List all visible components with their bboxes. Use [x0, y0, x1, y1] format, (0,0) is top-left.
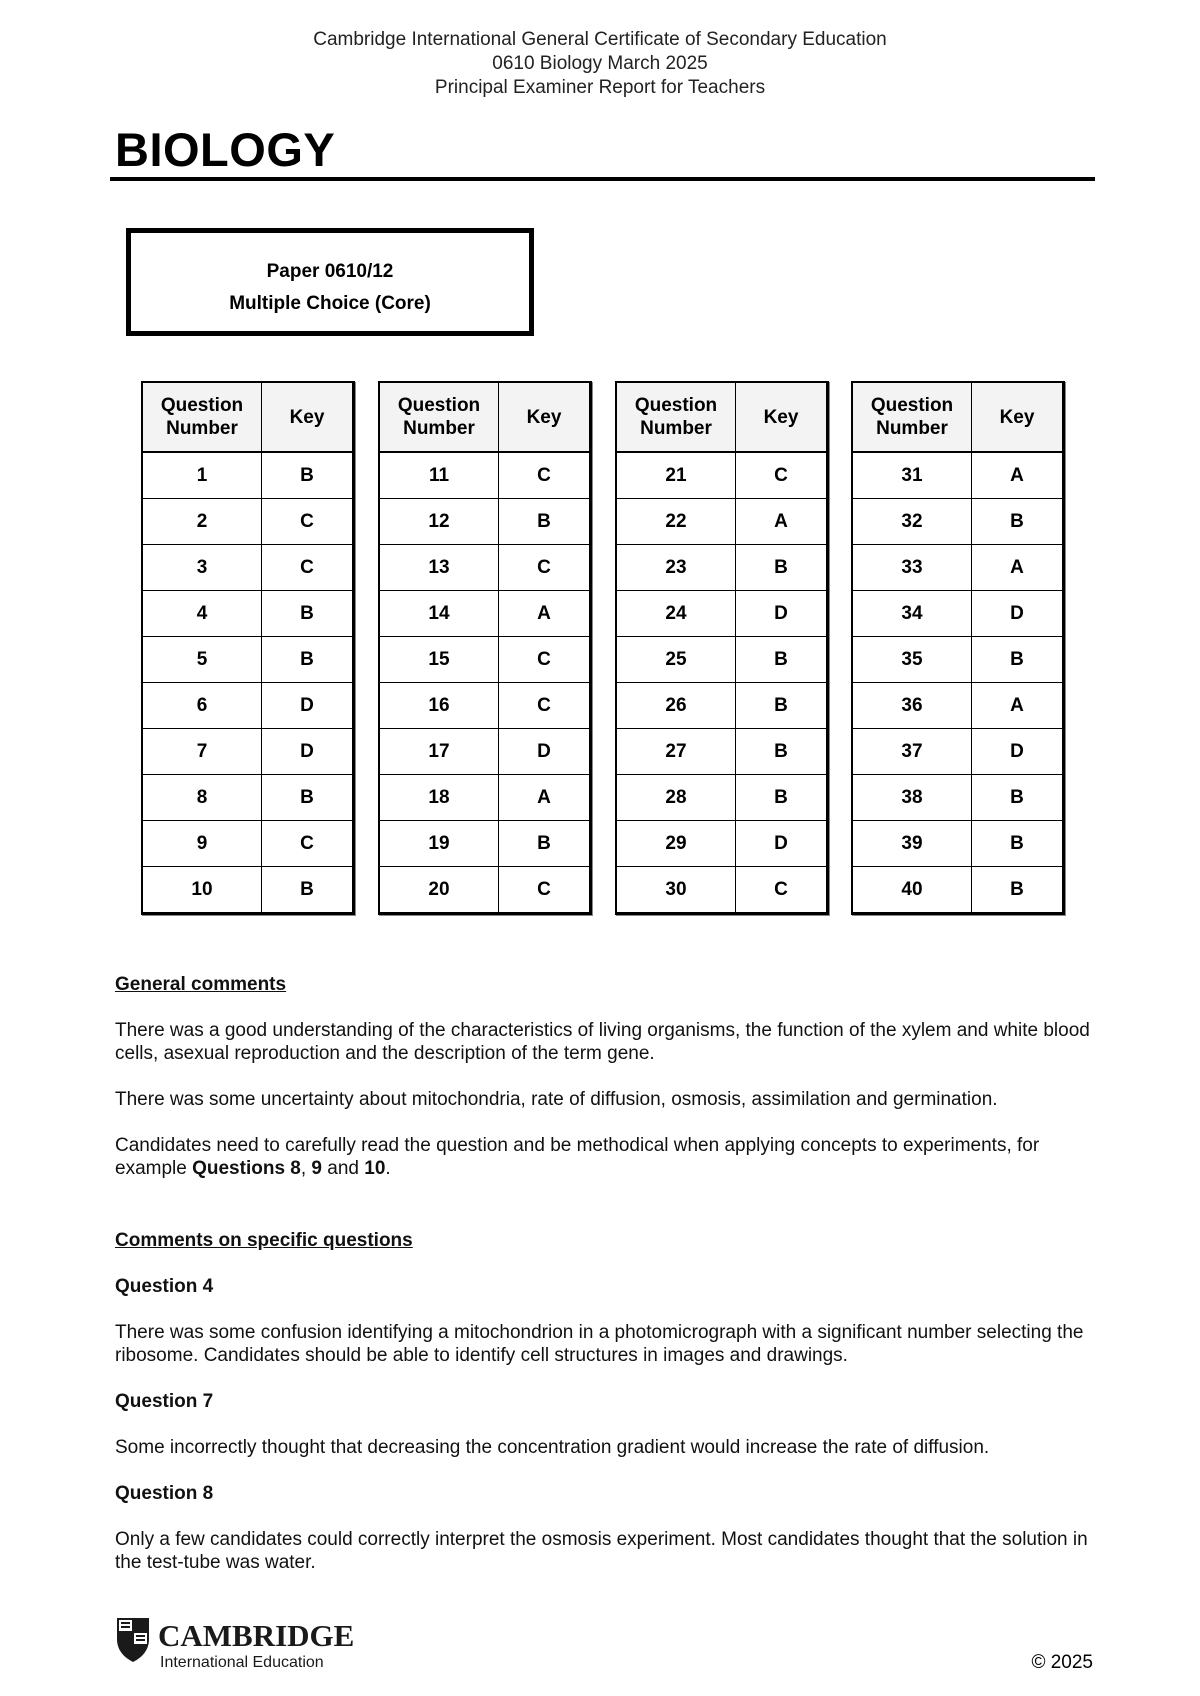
answer-key: B	[736, 637, 828, 683]
answer-key: C	[499, 637, 591, 683]
general-comments-heading: General comments	[115, 974, 287, 995]
question-number: 4	[142, 591, 262, 637]
table-row	[616, 729, 828, 775]
question-number: 40	[852, 867, 972, 914]
answer-key: B	[736, 683, 828, 729]
question-number: 3	[142, 545, 262, 591]
table-row	[142, 821, 354, 867]
answer-key-table-3	[615, 381, 829, 915]
specific-comments-section	[115, 1229, 1090, 1574]
answer-key: C	[499, 545, 591, 591]
answer-key: A	[972, 683, 1064, 729]
general-comments-paragraph-2: There was some uncertainty about mitochondria, rate of diffusion, osmosis, assimilation and germination.	[115, 1089, 998, 1110]
question-number: 16	[379, 683, 499, 729]
general-comments-paragraph-3	[115, 1134, 1090, 1180]
answer-key: C	[262, 821, 354, 867]
question-number: 19	[379, 821, 499, 867]
answer-key: B	[736, 729, 828, 775]
table-row	[379, 637, 591, 683]
question-8-title: Question 8	[115, 1483, 214, 1504]
answer-key: D	[972, 591, 1064, 637]
question-number: 21	[616, 452, 736, 499]
question-number: 37	[852, 729, 972, 775]
column-header-question-number: Question Number	[616, 382, 736, 452]
question-number: 20	[379, 867, 499, 914]
header-line-report: Principal Examiner Report for Teachers	[434, 77, 766, 98]
subject-title: BIOLOGY	[115, 123, 336, 176]
paper-box	[126, 228, 534, 336]
answer-key: B	[262, 637, 354, 683]
question-number: 12	[379, 499, 499, 545]
cambridge-logo	[115, 1615, 355, 1673]
answer-key: D	[262, 683, 354, 729]
table-row	[379, 499, 591, 545]
question-number: 5	[142, 637, 262, 683]
conjunction-text: and	[322, 1158, 365, 1179]
table-row	[142, 452, 354, 499]
table-row	[142, 683, 354, 729]
question-number: 15	[379, 637, 499, 683]
shield-icon	[117, 1618, 149, 1662]
question-number: 18	[379, 775, 499, 821]
table-row	[379, 729, 591, 775]
answer-key: C	[499, 683, 591, 729]
table-row	[616, 499, 828, 545]
question-number: 1	[142, 452, 262, 499]
question-number: 23	[616, 545, 736, 591]
question-number: 33	[852, 545, 972, 591]
answer-key: B	[262, 591, 354, 637]
question-number: 28	[616, 775, 736, 821]
table-row	[142, 867, 354, 914]
question-number: 30	[616, 867, 736, 914]
answer-key: D	[499, 729, 591, 775]
answer-key: A	[499, 775, 591, 821]
question-number: 11	[379, 452, 499, 499]
table-row	[142, 775, 354, 821]
document-header	[0, 28, 1200, 100]
question-number: 13	[379, 545, 499, 591]
question-number: 22	[616, 499, 736, 545]
question-4-title: Question 4	[115, 1276, 214, 1297]
table-row	[379, 821, 591, 867]
table-row	[379, 775, 591, 821]
answer-key: B	[972, 867, 1064, 914]
question-number: 26	[616, 683, 736, 729]
table-row	[142, 729, 354, 775]
question-number: 34	[852, 591, 972, 637]
answer-key: B	[972, 821, 1064, 867]
table-row	[142, 545, 354, 591]
question-number: 6	[142, 683, 262, 729]
question-number: 7	[142, 729, 262, 775]
answer-key: B	[972, 775, 1064, 821]
copyright-notice: © 2025	[1031, 1652, 1093, 1673]
table-row	[852, 591, 1064, 637]
question-number: 32	[852, 499, 972, 545]
question-number: 24	[616, 591, 736, 637]
table-row	[616, 545, 828, 591]
question-number: 39	[852, 821, 972, 867]
table-row	[379, 683, 591, 729]
table-row	[142, 591, 354, 637]
answer-key: C	[736, 452, 828, 499]
question-reference: 9	[311, 1158, 322, 1179]
question-number: 25	[616, 637, 736, 683]
table-row	[379, 545, 591, 591]
question-number: 38	[852, 775, 972, 821]
answer-key: C	[736, 867, 828, 914]
answer-key: B	[499, 821, 591, 867]
table-row	[852, 499, 1064, 545]
sentence-end: .	[385, 1158, 391, 1179]
column-header-question-number: Question Number	[852, 382, 972, 452]
answer-key: C	[262, 545, 354, 591]
table-row	[852, 683, 1064, 729]
table-row	[616, 683, 828, 729]
column-header-key: Key	[972, 382, 1064, 452]
table-row	[379, 591, 591, 637]
answer-key: B	[262, 452, 354, 499]
question-number: 35	[852, 637, 972, 683]
question-number: 17	[379, 729, 499, 775]
table-row	[852, 775, 1064, 821]
column-header-key: Key	[262, 382, 354, 452]
question-reference: 10	[364, 1158, 386, 1179]
table-row	[142, 499, 354, 545]
question-reference: Questions 8	[192, 1158, 301, 1179]
title-rule	[110, 177, 1095, 181]
answer-key: A	[736, 499, 828, 545]
question-number: 9	[142, 821, 262, 867]
answer-key-table-1	[141, 381, 355, 915]
logo-wordmark: CAMBRIDGE	[158, 1618, 355, 1653]
table-row	[616, 867, 828, 914]
question-number: 29	[616, 821, 736, 867]
header-line-qualification: Cambridge International General Certificate of Secondary Education	[313, 29, 887, 50]
table-row	[142, 637, 354, 683]
question-number: 10	[142, 867, 262, 914]
paper-number: Paper 0610/12	[266, 261, 394, 282]
answer-key: C	[499, 867, 591, 914]
answer-key: B	[736, 775, 828, 821]
column-header-key: Key	[499, 382, 591, 452]
answer-key: D	[736, 821, 828, 867]
question-8-comment: Only a few candidates could correctly interpret the osmosis experiment. Most candidates thought that the solution in the test-tube was water.	[115, 1529, 1088, 1573]
answer-key: B	[736, 545, 828, 591]
table-row	[379, 452, 591, 499]
answer-key: A	[972, 545, 1064, 591]
question-number: 14	[379, 591, 499, 637]
answer-key: D	[972, 729, 1064, 775]
specific-comments-heading: Comments on specific questions	[115, 1230, 413, 1251]
separator-text: ,	[300, 1158, 312, 1179]
answer-key: B	[262, 775, 354, 821]
answer-key: B	[262, 867, 354, 914]
paper-type: Multiple Choice (Core)	[229, 293, 431, 314]
question-7-title: Question 7	[115, 1391, 214, 1412]
column-header-question-number: Question Number	[379, 382, 499, 452]
question-number: 36	[852, 683, 972, 729]
question-number: 2	[142, 499, 262, 545]
paragraph-text: Candidates need to carefully read the question and be methodical when applying concepts to experiments, for example	[115, 1135, 1040, 1179]
answer-key: D	[736, 591, 828, 637]
question-4-comment: There was some confusion identifying a mitochondrion in a photomicrograph with a significant number selecting the ribosome. Candidates should be able to identify cell structures in images and drawings.	[115, 1322, 1084, 1366]
table-row	[379, 867, 591, 914]
general-comments-paragraph-1: There was a good understanding of the characteristics of living organisms, the function of the xylem and white blood cells, asexual reproduction and the description of the term gene.	[115, 1020, 1090, 1064]
question-number: 27	[616, 729, 736, 775]
column-header-key: Key	[736, 382, 828, 452]
logo-subtitle: International Education	[160, 1654, 324, 1671]
answer-key: B	[972, 637, 1064, 683]
column-header-question-number: Question Number	[142, 382, 262, 452]
table-row	[852, 729, 1064, 775]
table-row	[616, 775, 828, 821]
table-row	[616, 637, 828, 683]
question-number: 8	[142, 775, 262, 821]
answer-key: B	[499, 499, 591, 545]
answer-key: A	[972, 452, 1064, 499]
table-row	[852, 821, 1064, 867]
answer-key-table-4	[851, 381, 1065, 915]
table-row	[616, 821, 828, 867]
table-row	[852, 452, 1064, 499]
answer-key: C	[499, 452, 591, 499]
table-row	[616, 452, 828, 499]
table-row	[616, 591, 828, 637]
question-7-comment: Some incorrectly thought that decreasing the concentration gradient would increase the rate of diffusion.	[115, 1437, 990, 1458]
table-row	[852, 545, 1064, 591]
answer-key-table-2	[378, 381, 592, 915]
answer-key: A	[499, 591, 591, 637]
answer-key: D	[262, 729, 354, 775]
general-comments-section	[115, 973, 1090, 1180]
answer-key: B	[972, 499, 1064, 545]
question-number: 31	[852, 452, 972, 499]
table-row	[852, 867, 1064, 914]
header-line-syllabus: 0610 Biology March 2025	[492, 53, 708, 74]
answer-key: C	[262, 499, 354, 545]
table-row	[852, 637, 1064, 683]
